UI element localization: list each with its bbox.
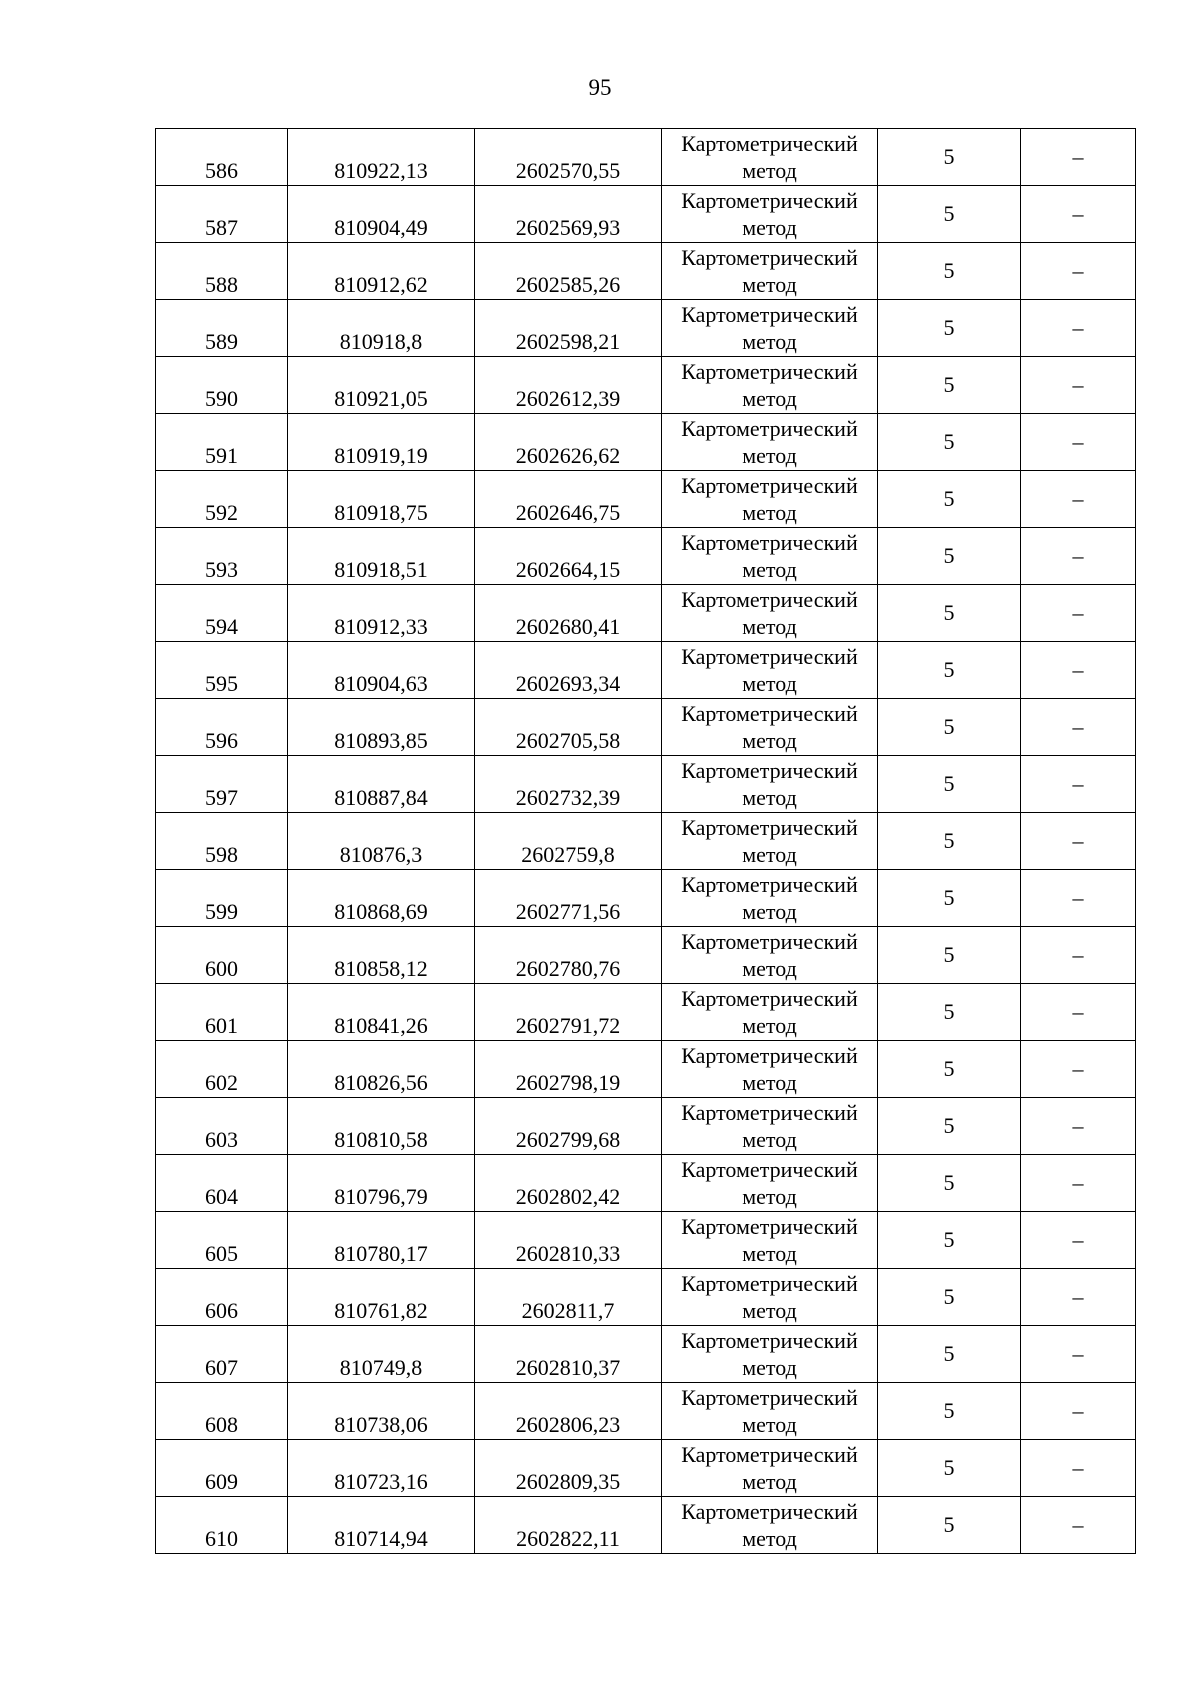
- method-cell: [662, 1155, 878, 1212]
- y-coordinate-cell: 2602780,76: [475, 927, 662, 984]
- point-number-cell: 609: [156, 1440, 288, 1497]
- point-number-cell: 590: [156, 357, 288, 414]
- method-line-1: Картометрический: [681, 1442, 858, 1467]
- table-row: [156, 813, 1136, 870]
- accuracy-cell: 5: [878, 1098, 1021, 1155]
- method-line-1: Картометрический: [681, 188, 858, 213]
- point-number-cell: 597: [156, 756, 288, 813]
- table-row: [156, 528, 1136, 585]
- method-line-2: метод: [742, 1127, 797, 1152]
- method-line-1: Картометрический: [681, 587, 858, 612]
- accuracy-cell: 5: [878, 870, 1021, 927]
- accuracy-cell: 5: [878, 585, 1021, 642]
- x-coordinate-cell: 810918,8: [288, 300, 475, 357]
- method-cell: [662, 414, 878, 471]
- x-coordinate-cell: 810714,94: [288, 1497, 475, 1554]
- table-row: [156, 585, 1136, 642]
- x-coordinate-cell: 810761,82: [288, 1269, 475, 1326]
- method-line-2: метод: [742, 386, 797, 411]
- table-row: [156, 243, 1136, 300]
- method-line-2: метод: [742, 899, 797, 924]
- point-number-cell: 607: [156, 1326, 288, 1383]
- method-line-2: метод: [742, 272, 797, 297]
- method-cell: [662, 471, 878, 528]
- y-coordinate-cell: 2602585,26: [475, 243, 662, 300]
- method-line-1: Картометрический: [681, 530, 858, 555]
- y-coordinate-cell: 2602822,11: [475, 1497, 662, 1554]
- accuracy-cell: 5: [878, 699, 1021, 756]
- note-cell: –: [1021, 1212, 1136, 1269]
- note-cell: –: [1021, 1326, 1136, 1383]
- method-cell: [662, 585, 878, 642]
- note-cell: –: [1021, 642, 1136, 699]
- method-line-2: метод: [742, 1241, 797, 1266]
- x-coordinate-cell: 810904,63: [288, 642, 475, 699]
- method-cell: [662, 186, 878, 243]
- method-line-1: Картометрический: [681, 1499, 858, 1524]
- point-number-cell: 588: [156, 243, 288, 300]
- accuracy-cell: 5: [878, 1326, 1021, 1383]
- point-number-cell: 591: [156, 414, 288, 471]
- point-number-cell: 606: [156, 1269, 288, 1326]
- note-cell: –: [1021, 699, 1136, 756]
- accuracy-cell: 5: [878, 1212, 1021, 1269]
- table-row: [156, 414, 1136, 471]
- method-line-1: Картометрический: [681, 245, 858, 270]
- accuracy-cell: 5: [878, 300, 1021, 357]
- y-coordinate-cell: 2602810,37: [475, 1326, 662, 1383]
- x-coordinate-cell: 810918,75: [288, 471, 475, 528]
- method-cell: [662, 528, 878, 585]
- method-line-1: Картометрический: [681, 872, 858, 897]
- point-number-cell: 593: [156, 528, 288, 585]
- note-cell: –: [1021, 927, 1136, 984]
- point-number-cell: 601: [156, 984, 288, 1041]
- note-cell: –: [1021, 1383, 1136, 1440]
- accuracy-cell: 5: [878, 357, 1021, 414]
- method-line-1: Картометрический: [681, 815, 858, 840]
- y-coordinate-cell: 2602799,68: [475, 1098, 662, 1155]
- point-number-cell: 604: [156, 1155, 288, 1212]
- point-number-cell: 599: [156, 870, 288, 927]
- method-cell: [662, 984, 878, 1041]
- method-line-2: метод: [742, 1070, 797, 1095]
- method-line-2: метод: [742, 1355, 797, 1380]
- note-cell: –: [1021, 528, 1136, 585]
- method-line-2: метод: [742, 1412, 797, 1437]
- y-coordinate-cell: 2602569,93: [475, 186, 662, 243]
- accuracy-cell: 5: [878, 186, 1021, 243]
- method-cell: [662, 870, 878, 927]
- accuracy-cell: 5: [878, 1497, 1021, 1554]
- y-coordinate-cell: 2602791,72: [475, 984, 662, 1041]
- method-line-2: метод: [742, 1526, 797, 1551]
- method-cell: [662, 1326, 878, 1383]
- x-coordinate-cell: 810796,79: [288, 1155, 475, 1212]
- x-coordinate-cell: 810922,13: [288, 129, 475, 186]
- table-row: [156, 300, 1136, 357]
- method-cell: [662, 1383, 878, 1440]
- table-row: [156, 1383, 1136, 1440]
- method-line-2: метод: [742, 671, 797, 696]
- y-coordinate-cell: 2602798,19: [475, 1041, 662, 1098]
- method-cell: [662, 129, 878, 186]
- x-coordinate-cell: 810749,8: [288, 1326, 475, 1383]
- method-line-1: Картометрический: [681, 986, 858, 1011]
- x-coordinate-cell: 810810,58: [288, 1098, 475, 1155]
- point-number-cell: 594: [156, 585, 288, 642]
- note-cell: –: [1021, 471, 1136, 528]
- x-coordinate-cell: 810841,26: [288, 984, 475, 1041]
- method-line-2: метод: [742, 443, 797, 468]
- note-cell: –: [1021, 357, 1136, 414]
- accuracy-cell: 5: [878, 813, 1021, 870]
- x-coordinate-cell: 810887,84: [288, 756, 475, 813]
- table-row: [156, 1269, 1136, 1326]
- table-row: [156, 1098, 1136, 1155]
- method-cell: [662, 1497, 878, 1554]
- method-cell: [662, 813, 878, 870]
- table-row: [156, 984, 1136, 1041]
- accuracy-cell: 5: [878, 243, 1021, 300]
- note-cell: –: [1021, 1098, 1136, 1155]
- table-row: [156, 1497, 1136, 1554]
- note-cell: –: [1021, 1440, 1136, 1497]
- note-cell: –: [1021, 870, 1136, 927]
- accuracy-cell: 5: [878, 471, 1021, 528]
- note-cell: –: [1021, 186, 1136, 243]
- y-coordinate-cell: 2602759,8: [475, 813, 662, 870]
- point-number-cell: 598: [156, 813, 288, 870]
- method-cell: [662, 243, 878, 300]
- note-cell: –: [1021, 243, 1136, 300]
- note-cell: –: [1021, 813, 1136, 870]
- point-number-cell: 600: [156, 927, 288, 984]
- method-cell: [662, 1041, 878, 1098]
- accuracy-cell: 5: [878, 927, 1021, 984]
- y-coordinate-cell: 2602693,34: [475, 642, 662, 699]
- method-line-2: метод: [742, 1184, 797, 1209]
- method-line-1: Картометрический: [681, 929, 858, 954]
- method-line-1: Картометрический: [681, 1385, 858, 1410]
- method-line-1: Картометрический: [681, 644, 858, 669]
- y-coordinate-cell: 2602705,58: [475, 699, 662, 756]
- x-coordinate-cell: 810919,19: [288, 414, 475, 471]
- accuracy-cell: 5: [878, 129, 1021, 186]
- x-coordinate-cell: 810904,49: [288, 186, 475, 243]
- table-row: [156, 1041, 1136, 1098]
- y-coordinate-cell: 2602646,75: [475, 471, 662, 528]
- note-cell: –: [1021, 129, 1136, 186]
- method-line-2: метод: [742, 842, 797, 867]
- method-line-1: Картометрический: [681, 1214, 858, 1239]
- coordinates-table-body: [156, 129, 1136, 1554]
- point-number-cell: 602: [156, 1041, 288, 1098]
- x-coordinate-cell: 810868,69: [288, 870, 475, 927]
- method-cell: [662, 756, 878, 813]
- method-line-2: метод: [742, 1298, 797, 1323]
- method-cell: [662, 357, 878, 414]
- note-cell: –: [1021, 585, 1136, 642]
- x-coordinate-cell: 810858,12: [288, 927, 475, 984]
- x-coordinate-cell: 810912,33: [288, 585, 475, 642]
- y-coordinate-cell: 2602664,15: [475, 528, 662, 585]
- point-number-cell: 592: [156, 471, 288, 528]
- method-line-2: метод: [742, 614, 797, 639]
- table-row: [156, 1326, 1136, 1383]
- table-row: [156, 699, 1136, 756]
- table-row: [156, 1155, 1136, 1212]
- x-coordinate-cell: 810876,3: [288, 813, 475, 870]
- y-coordinate-cell: 2602612,39: [475, 357, 662, 414]
- point-number-cell: 596: [156, 699, 288, 756]
- method-cell: [662, 1098, 878, 1155]
- method-cell: [662, 699, 878, 756]
- method-line-1: Картометрический: [681, 701, 858, 726]
- method-line-1: Картометрический: [681, 302, 858, 327]
- method-line-1: Картометрический: [681, 131, 858, 156]
- accuracy-cell: 5: [878, 414, 1021, 471]
- method-cell: [662, 1269, 878, 1326]
- method-cell: [662, 300, 878, 357]
- point-number-cell: 605: [156, 1212, 288, 1269]
- table-row: [156, 186, 1136, 243]
- note-cell: –: [1021, 756, 1136, 813]
- method-line-1: Картометрический: [681, 1157, 858, 1182]
- method-line-2: метод: [742, 785, 797, 810]
- method-line-2: метод: [742, 728, 797, 753]
- x-coordinate-cell: 810912,62: [288, 243, 475, 300]
- accuracy-cell: 5: [878, 528, 1021, 585]
- point-number-cell: 595: [156, 642, 288, 699]
- method-cell: [662, 642, 878, 699]
- y-coordinate-cell: 2602811,7: [475, 1269, 662, 1326]
- table-row: [156, 642, 1136, 699]
- method-line-2: метод: [742, 329, 797, 354]
- note-cell: –: [1021, 414, 1136, 471]
- note-cell: –: [1021, 1155, 1136, 1212]
- method-line-1: Картометрический: [681, 359, 858, 384]
- method-line-1: Картометрический: [681, 1100, 858, 1125]
- point-number-cell: 587: [156, 186, 288, 243]
- page-number: 95: [588, 75, 612, 100]
- coordinates-table: [155, 128, 1136, 1554]
- y-coordinate-cell: 2602809,35: [475, 1440, 662, 1497]
- table-row: [156, 471, 1136, 528]
- method-line-2: метод: [742, 500, 797, 525]
- note-cell: –: [1021, 984, 1136, 1041]
- method-line-1: Картометрический: [681, 473, 858, 498]
- note-cell: –: [1021, 1269, 1136, 1326]
- table-row: [156, 1212, 1136, 1269]
- x-coordinate-cell: 810918,51: [288, 528, 475, 585]
- x-coordinate-cell: 810738,06: [288, 1383, 475, 1440]
- table-row: [156, 756, 1136, 813]
- y-coordinate-cell: 2602771,56: [475, 870, 662, 927]
- accuracy-cell: 5: [878, 1269, 1021, 1326]
- accuracy-cell: 5: [878, 1440, 1021, 1497]
- method-line-1: Картометрический: [681, 1043, 858, 1068]
- x-coordinate-cell: 810723,16: [288, 1440, 475, 1497]
- accuracy-cell: 5: [878, 642, 1021, 699]
- note-cell: –: [1021, 1041, 1136, 1098]
- method-cell: [662, 927, 878, 984]
- method-line-2: метод: [742, 158, 797, 183]
- y-coordinate-cell: 2602810,33: [475, 1212, 662, 1269]
- table-row: [156, 1440, 1136, 1497]
- method-cell: [662, 1212, 878, 1269]
- x-coordinate-cell: 810780,17: [288, 1212, 475, 1269]
- y-coordinate-cell: 2602680,41: [475, 585, 662, 642]
- table-row: [156, 870, 1136, 927]
- point-number-cell: 610: [156, 1497, 288, 1554]
- point-number-cell: 589: [156, 300, 288, 357]
- method-line-2: метод: [742, 956, 797, 981]
- y-coordinate-cell: 2602806,23: [475, 1383, 662, 1440]
- method-line-1: Картометрический: [681, 416, 858, 441]
- x-coordinate-cell: 810921,05: [288, 357, 475, 414]
- method-cell: [662, 1440, 878, 1497]
- method-line-2: метод: [742, 1013, 797, 1038]
- method-line-2: метод: [742, 557, 797, 582]
- accuracy-cell: 5: [878, 1041, 1021, 1098]
- table-row: [156, 129, 1136, 186]
- method-line-2: метод: [742, 215, 797, 240]
- y-coordinate-cell: 2602626,62: [475, 414, 662, 471]
- table-row: [156, 357, 1136, 414]
- note-cell: –: [1021, 300, 1136, 357]
- point-number-cell: 586: [156, 129, 288, 186]
- table-row: [156, 927, 1136, 984]
- accuracy-cell: 5: [878, 756, 1021, 813]
- accuracy-cell: 5: [878, 984, 1021, 1041]
- method-line-1: Картометрический: [681, 1328, 858, 1353]
- accuracy-cell: 5: [878, 1155, 1021, 1212]
- x-coordinate-cell: 810826,56: [288, 1041, 475, 1098]
- y-coordinate-cell: 2602802,42: [475, 1155, 662, 1212]
- accuracy-cell: 5: [878, 1383, 1021, 1440]
- point-number-cell: 603: [156, 1098, 288, 1155]
- y-coordinate-cell: 2602570,55: [475, 129, 662, 186]
- note-cell: –: [1021, 1497, 1136, 1554]
- method-line-2: метод: [742, 1469, 797, 1494]
- point-number-cell: 608: [156, 1383, 288, 1440]
- method-line-1: Картометрический: [681, 758, 858, 783]
- x-coordinate-cell: 810893,85: [288, 699, 475, 756]
- method-line-1: Картометрический: [681, 1271, 858, 1296]
- y-coordinate-cell: 2602732,39: [475, 756, 662, 813]
- y-coordinate-cell: 2602598,21: [475, 300, 662, 357]
